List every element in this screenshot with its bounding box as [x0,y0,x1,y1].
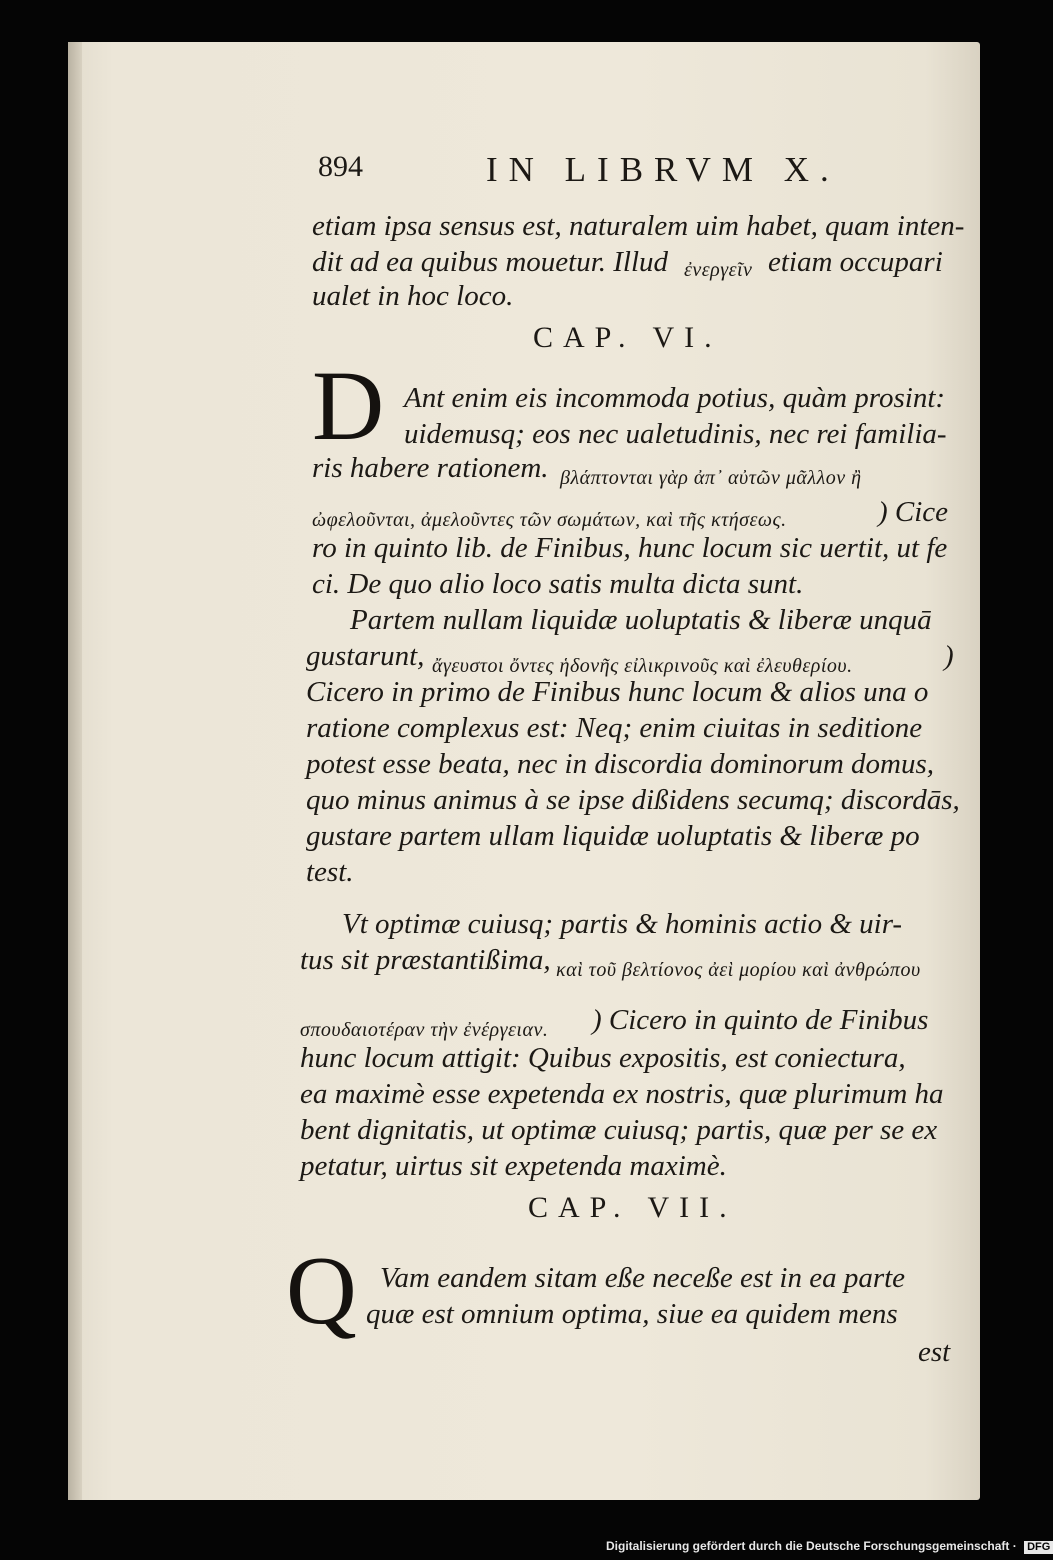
text-line: Cicero in primo de Finibus hunc locum & alios una o [306,676,929,708]
text-line: Partem nullam liquidæ uoluptatis & liberæ unquā [350,604,932,636]
text-line: bent dignitatis, ut optimæ cuiusq; partis, quæ per se ex [300,1114,938,1146]
text-line: ) Cicero in quinto de Finibus [592,1004,929,1036]
text-line: etiam occupari [768,246,943,278]
greek-line: βλάπτονται γὰρ ἀπ᾽ αὐτῶν μᾶλλον ἢ [560,467,862,489]
text-line: Vam eandem sitam eße neceße est in ea parte [380,1262,906,1294]
text-line: quæ est omnium optima, siue ea quidem mens [366,1298,898,1330]
text-line: ro in quinto lib. de Finibus, hunc locum sic uertit, ut fe [312,532,948,564]
footer-credit [606,1539,1051,1557]
text-line: ea maximè esse expetenda ex nostris, quæ plurimum ha [300,1078,944,1110]
text-line: quo minus animus à se ipse dißidens secumq; discordās, [306,784,960,816]
text-line: petatur, uirtus sit expetenda maximè. [300,1150,727,1182]
text-line: test. [306,856,354,888]
greek-line: καὶ τοῦ βελτίονος ἀεὶ μορίου καὶ ἀνθρώπου [556,959,921,981]
text-line: ualet in hoc loco. [312,280,514,312]
text-line: potest esse beata, nec in discordia dominorum domus, [306,748,935,780]
text-line: hunc locum attigit: Quibus expositis, est coniectura, [300,1042,906,1074]
text-line: Vt optimæ cuiusq; partis & hominis actio & uir- [342,908,903,940]
text-line: est [918,1336,951,1368]
text-line: gustarunt, [306,640,425,672]
text-line: Ant enim eis incommoda potius, quàm prosint: [404,382,946,414]
text-line: uidemusq; eos nec ualetudinis, nec rei familia- [404,418,947,450]
greek-word: ἐνεργεῖν [684,259,753,281]
text-line: ) [944,640,954,672]
text-line: ratione complexus est: Neq; enim ciuitas in seditione [306,712,923,744]
text-line: dit ad ea quibus mouetur. Illud [312,246,669,278]
text-line: ris habere rationem. [312,452,549,484]
running-title: IN LIBRVM X. [486,150,840,189]
credit-text: Digitalisierung gefördert durch die Deutsche Forschungsgemeinschaft · [606,1539,1017,1553]
drop-cap: D [312,350,385,461]
drop-cap: Q [286,1237,357,1345]
dfg-logo: DFG [1024,1541,1053,1554]
chapter-heading: CAP. VII. [528,1191,737,1224]
text-line: etiam ipsa sensus est, naturalem uim habet, quam inten- [312,210,965,242]
page-number: 894 [318,150,363,183]
greek-line: ἄγευστοι ὄντες ἡδονῆς εἰλικρινοῦς καὶ ἐλευθερίου. [432,655,853,677]
text-line: ci. De quo alio loco satis multa dicta sunt. [312,568,804,600]
text-line: tus sit præstantißima, [300,944,551,976]
chapter-heading: CAP. VI. [533,321,722,354]
greek-line: ὠφελοῦνται, ἀμελοῦντες τῶν σωμάτων, καὶ τῆς κτήσεως. [312,509,787,531]
text-line: ) Cice [878,496,949,528]
text-line: gustare partem ullam liquidæ uoluptatis & liberæ po [306,820,920,852]
greek-line: σπουδαιοτέραν τὴν ἐνέργειαν. [300,1019,549,1041]
